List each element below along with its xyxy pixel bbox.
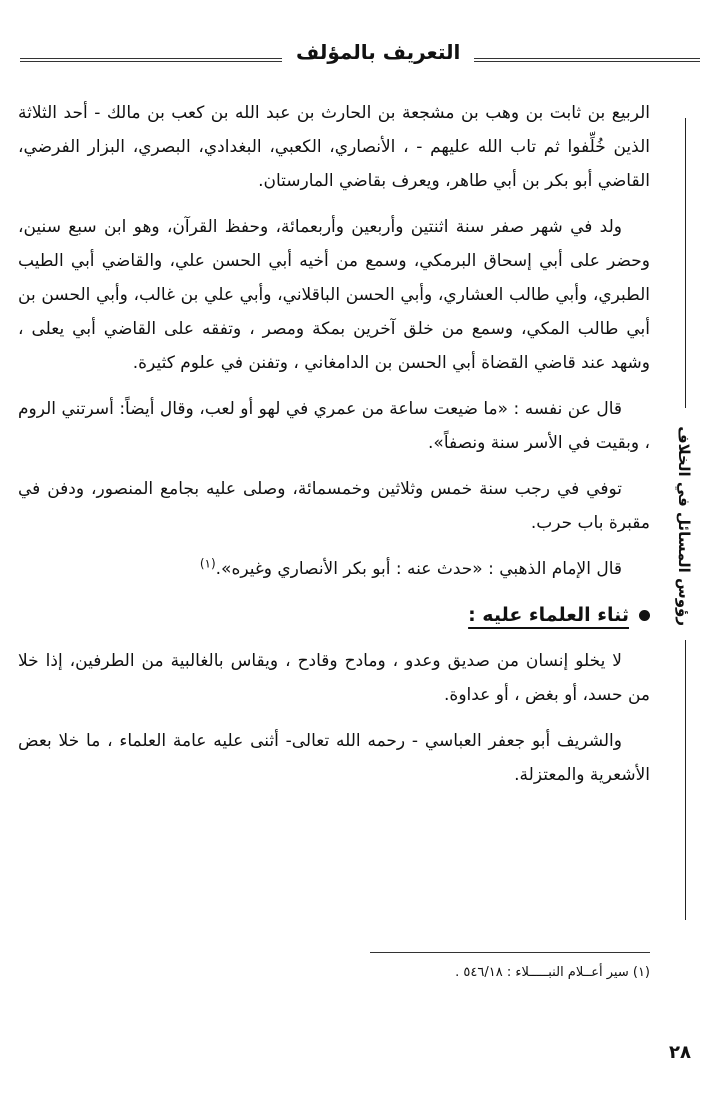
main-text (18, 96, 650, 804)
paragraph-praise-scholars: والشريف أبو جعفر العباسي - رحمه الله تعالى- أثنى عليه عامة العلماء ، ما خلا بعض الأشعرية والمعتزلة. (18, 731, 650, 785)
side-rule-top (685, 118, 686, 408)
paragraph-praise-intro: لا يخلو إنسان من صديق وعدو ، ومادح وقادح ، ويقاس بالغالبية من الطرفين، إذا خلا من حسد، أو بغض ، أو عداوة. (18, 651, 650, 705)
paragraph-dhahabi-quote (18, 552, 650, 586)
section-heading (18, 598, 650, 632)
bullet-icon (639, 610, 650, 621)
section-heading-text: ثناء العلماء عليه : (468, 604, 629, 626)
paragraph-death: توفي في رجب سنة خمس وثلاثين وخمسمائة، وصلى عليه بجامع المنصور، ودفن في مقبرة باب حرب. (18, 479, 650, 533)
footnote-reference[interactable]: (١) (199, 556, 216, 571)
footnote-text: (١) سير أعــلام النبـــــلاء : ٥٤٦/١٨ . (455, 965, 650, 980)
side-rule-bottom (685, 640, 686, 920)
paragraph-lineage: الربيع بن ثابت بن وهب بن مشجعة بن الحارث بن عبد الله بن كعب بن مالك - أحد الثلاثة الذين خُلِّفوا ثم تاب الله عليهم - ، الأنصاري، الكعبي، البغدادي، البصري، البزار الفرضي، القاضي أبو بكر بن أبي طاهر، ويعرف بقاضي المارستان. (18, 103, 650, 191)
footnote-rule (370, 952, 650, 953)
side-running-title: رؤوس المسائل في الخلاف (675, 426, 693, 626)
paragraph-self-quote: قال عن نفسه : «ما ضيعت ساعة من عمري في لهو أو لعب، وقال أيضاً: أسرتني الروم ، وبقيت في الأسر سنة ونصفاً». (18, 399, 650, 453)
header-title: التعريف بالمؤلف (282, 38, 474, 66)
page-number: ٢٨ (669, 1042, 691, 1063)
dhahabi-quote-text: قال الإمام الذهبي : «حدث عنه : أبو بكر الأنصاري وغيره». (215, 559, 622, 579)
paragraph-birth-and-study: ولد في شهر صفر سنة اثنتين وأربعين وأربعمائة، وحفظ القرآن، وهو ابن سبع سنين، وحضر على أبي إسحاق البرمكي، وسمع من أخيه أبي الحسن علي، والقاضي أبي الطيب الطبري، وأبي طالب العشاري، وأبي الحسن الباقلاني، وأبي علي بن غالب، وأبي الحسن بن أبي طالب المكي، وسمع من خلق آخرين بمكة ومصر ، وتفقه على القاضي أبي يعلى ، وشهد عند قاضي القضاة أبي الحسن بن الدامغاني ، وتفنن في علوم كثيرة. (18, 217, 650, 373)
running-header (20, 38, 700, 66)
